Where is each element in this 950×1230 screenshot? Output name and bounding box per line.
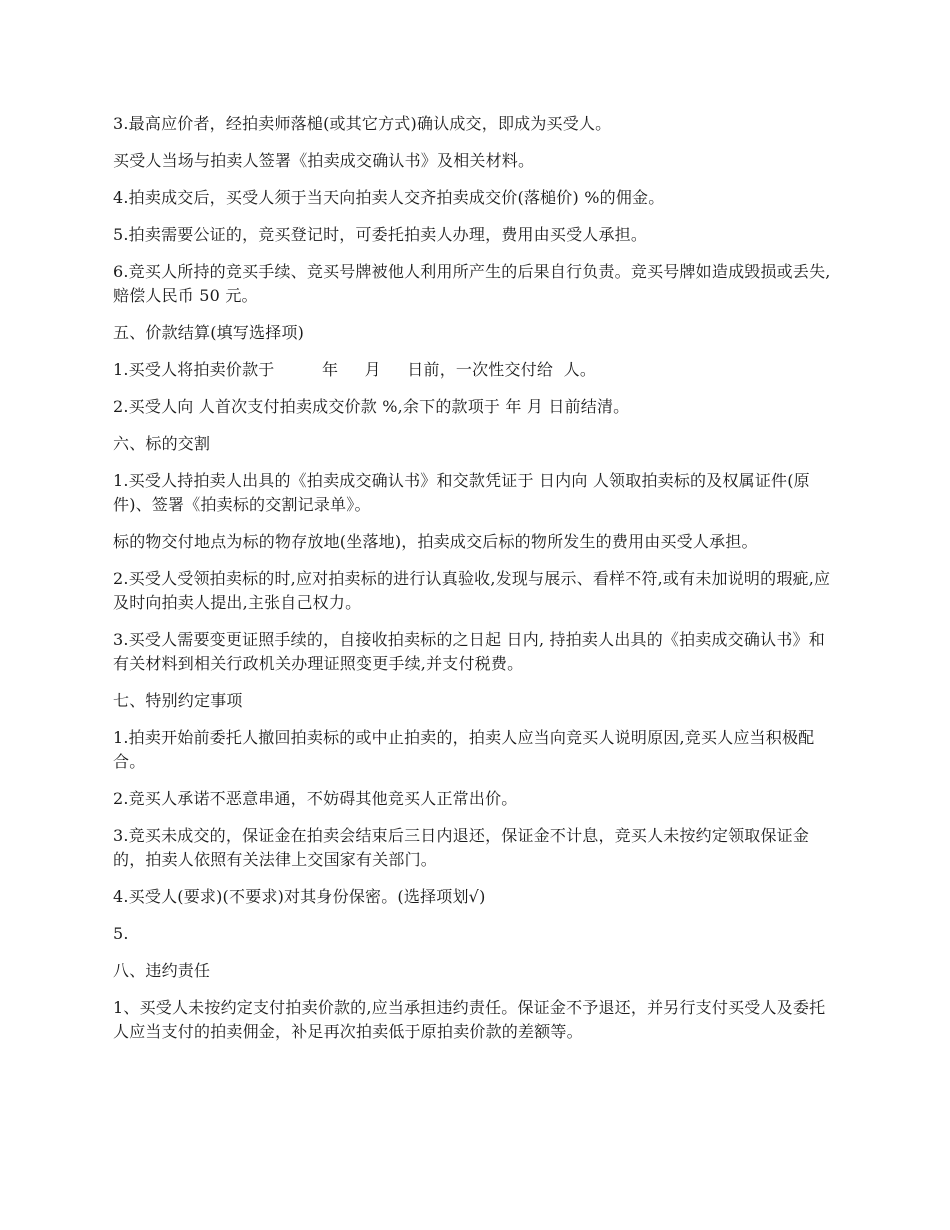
- section-heading-delivery: 六、标的交割: [113, 434, 211, 453]
- section-heading-special-terms: 七、特别约定事项: [113, 691, 243, 710]
- delivery-clause-2: 2.买受人受领拍卖标的时,应对拍卖标的进行认真验收,发现与展示、看样不符,或有未加说明的瑕疵,应及时向拍卖人提出,主张自己权力。: [113, 569, 831, 612]
- special-clause-3: 3.竞买未成交的，保证金在拍卖会结束后三日内退还，保证金不计息，竞买人未按约定领取保证金的，拍卖人依照有关法律上交国家有关部门。: [113, 826, 810, 869]
- special-clause-4: 4.买受人(要求)(不要求)对其身份保密。(选择项划√): [113, 887, 486, 906]
- special-clause-1: 1.拍卖开始前委托人撤回拍卖标的或中止拍卖的，拍卖人应当向竞买人说明原因,竞买人应当积极配合。: [113, 728, 815, 771]
- liability-clause-1: 1、买受人未按约定支付拍卖价款的,应当承担违约责任。保证金不予退还，并另行支付买受人及委托人应当支付的拍卖佣金，补足再次拍卖低于原拍卖价款的差额等。: [113, 998, 826, 1041]
- clause-confirmation-signing: 买受人当场与拍卖人签署《拍卖成交确认书》及相关材料。: [113, 151, 535, 170]
- special-clause-2: 2.竞买人承诺不恶意串通，不妨碍其他竞买人正常出价。: [113, 789, 518, 808]
- payment-clause-1: 1.买受人将拍卖价款于 年 月 日前，一次性交付给 人。: [113, 360, 597, 379]
- special-clause-5: 5.: [113, 924, 129, 943]
- section-heading-payment: 五、价款结算(填写选择项): [113, 323, 305, 342]
- delivery-location: 标的物交付地点为标的物存放地(坐落地)，拍卖成交后标的物所发生的费用由买受人承担。: [113, 532, 758, 551]
- clause-6-bid-paddle: 6.竞买人所持的竞买手续、竞买号牌被他人利用所产生的后果自行负责。竞买号牌如造成毁损或丢失,赔偿人民币 50 元。: [113, 262, 831, 305]
- clause-3-highest-bidder: 3.最高应价者，经拍卖师落槌(或其它方式)确认成交，即成为买受人。: [113, 114, 612, 133]
- section-heading-liability: 八、违约责任: [113, 961, 211, 980]
- clause-4-commission: 4.拍卖成交后，买受人须于当天向拍卖人交齐拍卖成交价(落槌价) %的佣金。: [113, 188, 665, 207]
- document-page: [113, 112, 841, 1057]
- delivery-clause-1: 1.买受人持拍卖人出具的《拍卖成交确认书》和交款凭证于 日内向 人领取拍卖标的及权属证件(原件)、签署《拍卖标的交割记录单》。: [113, 471, 810, 514]
- clause-5-notarization: 5.拍卖需要公证的，竞买登记时，可委托拍卖人办理，费用由买受人承担。: [113, 225, 648, 244]
- payment-clause-2: 2.买受人向 人首次支付拍卖成交价款 %,余下的款项于 年 月 日前结清。: [113, 397, 630, 416]
- delivery-clause-3: 3.买受人需要变更证照手续的，自接收拍卖标的之日起 日内, 持拍卖人出具的《拍卖成交确认书》和有关材料到相关行政机关办理证照变更手续,并支付税费。: [113, 630, 825, 673]
